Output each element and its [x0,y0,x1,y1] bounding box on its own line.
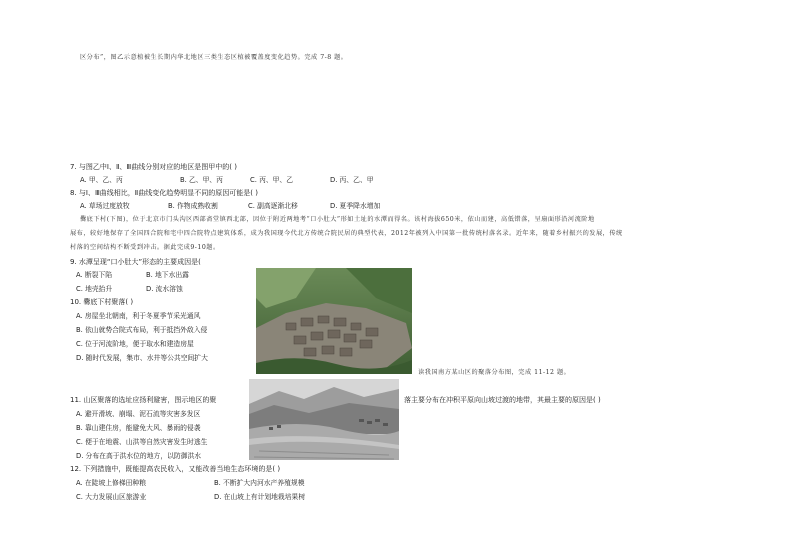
passage-line-3: 村落的空间结构不断受到冲击。据此完成9-10题。 [70,244,220,251]
question-8-option-c[interactable]: C. 副高逐渐北移 [248,202,298,210]
question-9-option-a[interactable]: A. 断裂下陷 [76,271,113,279]
question-11-option-d[interactable]: D. 分布在高于洪水位的地方，以防御洪水 [76,452,202,460]
question-12-option-b[interactable]: B. 不断扩大内河水产养殖规模 [214,479,305,487]
question-9-option-c[interactable]: C. 地壳抬升 [76,285,113,293]
village-photo [256,268,412,374]
question-8-stem: 8. 与Ⅰ、Ⅲ曲线相比，Ⅱ曲线变化趋势明显不同的原因可能是( ) [70,189,258,197]
question-7-option-a[interactable]: A. 甲、乙、丙 [80,176,123,184]
question-11-option-c[interactable]: C. 便于在地震、山洪等自然灾害发生时逃生 [76,438,208,446]
question-7-option-d[interactable]: D. 丙、乙、甲 [330,176,374,184]
question-7-option-b[interactable]: B. 乙、甲、丙 [180,176,223,184]
question-8-option-a[interactable]: A. 草场过度放牧 [80,202,130,210]
passage-line-1: 爨底下村(下图)，位于北京市门头沟区西部斋堂镇西北部，因位于附近两地考“口小肚大”形如土址的水潭而得名。该村海拔650米，依山而建，高低错落，呈扇面形沿河流阶地 [80,216,595,223]
question-10-option-b[interactable]: B. 依山就势合院式布局，利于抵挡外敌入侵 [76,326,208,334]
question-8-option-b[interactable]: B. 作物成熟收割 [168,202,218,210]
question-12-option-c[interactable]: C. 大力发展山区旅游业 [76,493,147,501]
question-12-stem: 12. 下列措施中，既能提高农民收入，又能改善当地生态环境的是( ) [70,465,281,473]
question-11-option-a[interactable]: A. 避开滑坡、崩塌、泥石流等灾害多发区 [76,410,201,418]
passage-2-tail: 读我国南方某山区的聚落分布图，完成 11-12 题。 [418,369,571,376]
mountain-settlement-photo [249,379,399,460]
question-11-option-b[interactable]: B. 靠山建住房，能避免大风、暴雨的侵袭 [76,424,201,432]
intro-line: 区分布”，图乙示意植被生长期内华北地区三类生态区植被覆盖度变化趋势。完成 7-8 题。 [80,54,348,61]
question-12-option-d[interactable]: D. 在山坡上有计划地栽培果树 [214,493,306,501]
question-10-option-c[interactable]: C. 位于河流阶地，便于取水和建造房屋 [76,340,194,348]
question-7-option-c[interactable]: C. 丙、甲、乙 [250,176,294,184]
question-10-option-a[interactable]: A. 房屋坐北朝南，利于冬夏季节采光通风 [76,312,201,320]
question-7-stem: 7. 与图乙中Ⅰ、Ⅱ、Ⅲ曲线分别对应的地区是图甲中的( ) [70,163,237,171]
passage-line-2: 展布，较好地保存了全国四合院和宅中四合院特点建筑体系，成为我国现今代北方传统合院民居的典型代表，2012年被列入中国第一批传统村落名录。近年来，随着乡村振兴的发展，传统 [70,230,623,237]
question-8-option-d[interactable]: D. 夏季降水增加 [330,202,381,210]
question-10-stem: 10. 爨底下村聚落( ) [70,298,134,306]
question-9-stem: 9. 水潭呈现“口小肚大”形态的主要成因是( [70,258,201,266]
question-11-stem-left: 11. 山区聚落的选址应扬利避害，图示地区的聚 [70,396,217,404]
question-9-option-d[interactable]: D. 流水溶蚀 [146,285,183,293]
question-12-option-a[interactable]: A. 在陡坡上修梯田种粮 [76,479,147,487]
question-9-option-b[interactable]: B. 地下水出露 [146,271,189,279]
question-11-stem-right: 落主要分布在冲积平原向山坡过渡的地带，其最主要的原因是( ) [404,396,601,404]
question-10-option-d[interactable]: D. 随时代发展，集市、水井等公共空间扩大 [76,354,208,362]
